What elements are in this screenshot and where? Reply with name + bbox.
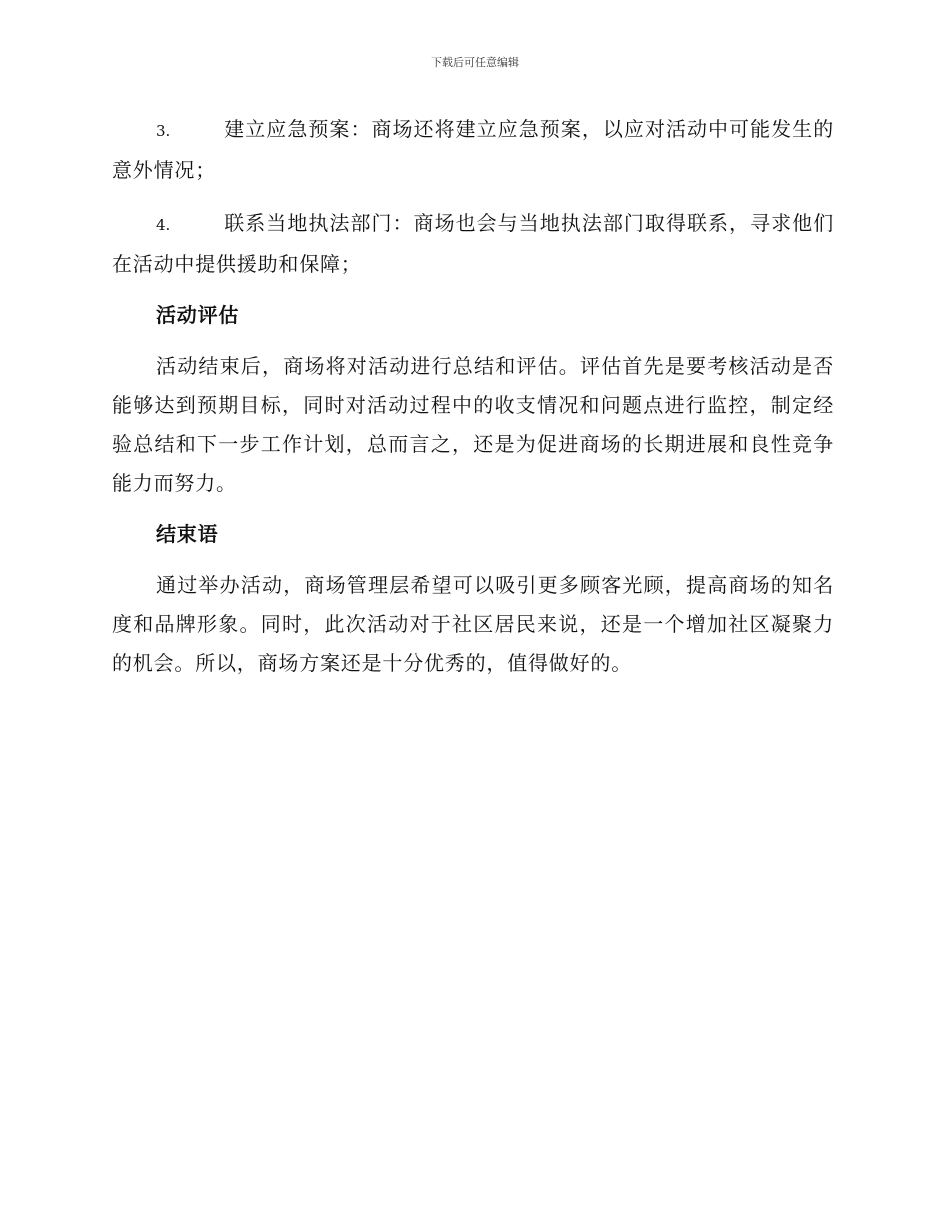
document-body: [112, 110, 834, 683]
section-heading-conclusion: 结束语: [156, 522, 219, 546]
list-item-4: [112, 204, 834, 284]
list-item-text: 联系当地执法部门：商场也会与当地执法部门取得联系，寻求他们在活动中提供援助和保障；: [112, 211, 834, 276]
conclusion-paragraph: 通过举办活动，商场管理层希望可以吸引更多顾客光顾，提高商场的知名度和品牌形象。同时，此次活动对于社区居民来说，还是一个增加社区凝聚力的机会。所以，商场方案还是十分优秀的，值得做好的。: [112, 573, 834, 675]
page-header-note: 下载后可任意编辑: [431, 56, 519, 69]
list-item-text: 建立应急预案：商场还将建立应急预案，以应对活动中可能发生的意外情况；: [112, 117, 834, 182]
list-item-number: 4.: [156, 216, 171, 234]
evaluation-paragraph: 活动结束后，商场将对活动进行总结和评估。评估首先是要考核活动是否能够达到预期目标，同时对活动过程中的收支情况和问题点进行监控，制定经验总结和下一步工作计划，总而言之，还是为促进商场的长期进展和良性竞争能力而努力。: [112, 354, 834, 495]
list-item-number: 3.: [156, 122, 171, 140]
section-heading-evaluation: 活动评估: [156, 303, 240, 327]
list-item-3: [112, 110, 834, 190]
